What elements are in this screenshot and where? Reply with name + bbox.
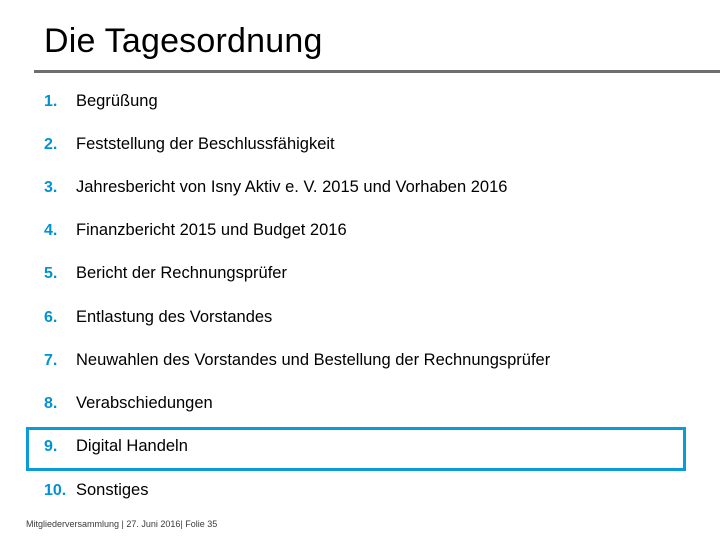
agenda-item-text: Neuwahlen des Vorstandes und Bestellung der Rechnungsprüfer [76, 351, 551, 369]
title-divider [34, 70, 720, 73]
agenda-item-digital-handeln [44, 433, 188, 459]
agenda-item-text: Entlastung des Vorstandes [76, 308, 273, 326]
agenda-item-verabschiedungen [44, 390, 213, 416]
agenda-item-number: 8. [44, 395, 58, 412]
agenda-item-neuwahlen [44, 347, 550, 373]
agenda-item-number: 6. [44, 309, 58, 326]
slide-footer: Mitgliederversammlung | 27. Juni 2016| Folie 35 [26, 519, 218, 529]
agenda-item-text: Digital Handeln [76, 437, 188, 455]
agenda-item-sonstiges [44, 477, 148, 503]
agenda-item-entlastung [44, 304, 272, 330]
agenda-item-jahresbericht [44, 174, 507, 200]
agenda-item-number: 4. [44, 222, 58, 239]
agenda-item-text: Jahresbericht von Isny Aktiv e. V. 2015 und Vorhaben 2016 [76, 178, 508, 196]
agenda-item-text: Verabschiedungen [76, 394, 213, 412]
agenda-item-text: Begrüßung [76, 92, 158, 110]
agenda-item-text: Feststellung der Beschlussfähigkeit [76, 135, 335, 153]
agenda-item-number: 3. [44, 179, 58, 196]
agenda-item-beschlussfaehigkeit [44, 131, 335, 157]
agenda-item-text: Finanzbericht 2015 und Budget 2016 [76, 221, 347, 239]
agenda-item-text: Bericht der Rechnungsprüfer [76, 264, 287, 282]
agenda-item-rechnungspruefer [44, 260, 287, 286]
slide-title: Die Tagesordnung [44, 22, 323, 60]
agenda-item-finanzbericht [44, 217, 347, 243]
agenda-item-number: 9. [44, 438, 58, 455]
agenda-item-number: 5. [44, 265, 58, 282]
agenda-item-number: 2. [44, 136, 58, 153]
agenda-item-begruessung [44, 88, 158, 114]
agenda-item-text: Sonstiges [76, 481, 149, 499]
agenda-item-number: 7. [44, 352, 58, 369]
agenda-item-number: 10. [44, 482, 67, 499]
agenda-item-number: 1. [44, 93, 58, 110]
